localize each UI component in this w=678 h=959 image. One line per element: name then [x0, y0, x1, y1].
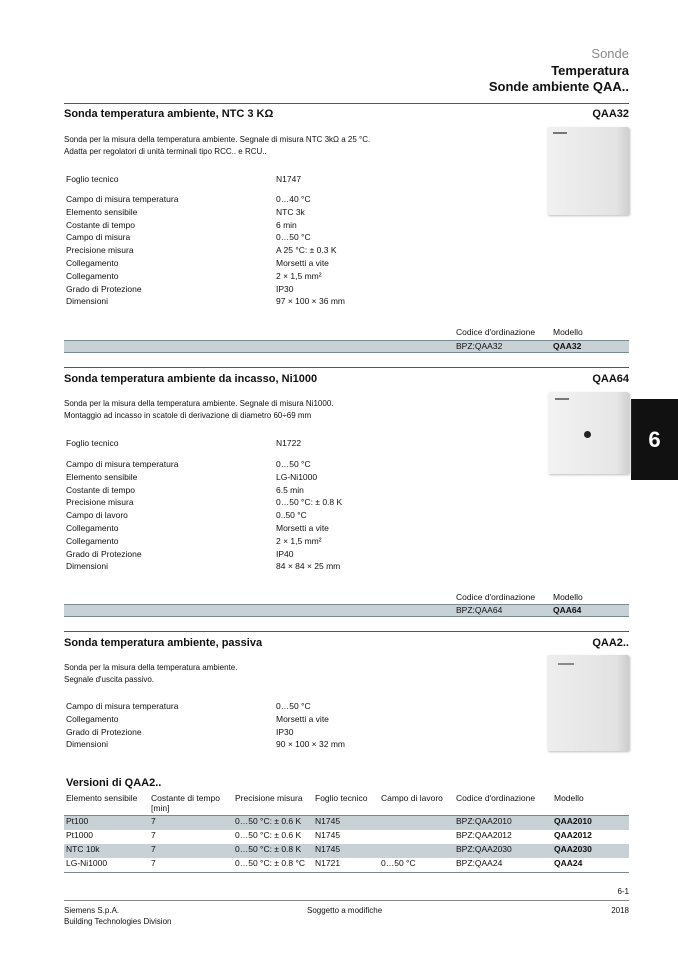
spec-list — [66, 700, 466, 760]
order-row — [64, 604, 629, 617]
spec-label: Elemento sensibile — [66, 471, 138, 482]
order-model: QAA32 — [553, 341, 582, 351]
column-header: Precisione misura — [235, 793, 303, 803]
page-number: 6-1 — [617, 887, 629, 896]
spec-label: Grado di Protezione — [66, 283, 142, 294]
header-category: Sonde — [591, 46, 629, 61]
spec-label: Costante di tempo — [66, 484, 135, 495]
section-description: Sonda per la misura della temperatura ambiente. Segnale di misura Ni1000. Montaggio ad incasso in scatole di derivazione di diametro 60÷69 mm — [64, 399, 334, 420]
spec-row — [66, 713, 466, 726]
table-cell: NTC 10k — [64, 844, 149, 858]
spec-label: Campo di misura temperatura — [66, 194, 179, 204]
spec-value: 2 × 1,5 mm² — [276, 270, 322, 281]
table-cell: QAA2010 — [552, 816, 629, 831]
logo-mark — [555, 398, 569, 400]
header-series: Sonde ambiente QAA.. — [488, 79, 629, 94]
column-header: Campo di lavoro — [381, 793, 443, 803]
footer-divider — [64, 900, 629, 901]
table-cell: 7 — [149, 844, 233, 858]
table-cell: QAA24 — [552, 858, 629, 873]
product-image-qaa64 — [548, 392, 629, 474]
spec-label: Dimensioni — [66, 561, 109, 572]
spec-value: 0…40 °C — [276, 194, 311, 204]
order-code-header: Codice d'ordinazione — [456, 592, 536, 602]
spec-row — [66, 484, 466, 497]
spec-value: Morsetti a vite — [276, 713, 329, 724]
product-image-qaa2 — [547, 655, 629, 751]
spec-value: 0…50 °C — [276, 701, 311, 711]
spec-value: NTC 3k — [276, 206, 305, 217]
table-row — [64, 830, 629, 844]
table-cell: BPZ:QAA24 — [454, 858, 552, 873]
order-code: BPZ:QAA32 — [456, 341, 503, 351]
versions-table — [64, 793, 629, 873]
table-cell: 0…50 °C — [379, 858, 454, 873]
model-header: Modello — [553, 592, 583, 602]
spec-value: 6.5 min — [276, 484, 304, 495]
spec-row — [66, 283, 466, 296]
logo-mark — [558, 663, 574, 665]
spec-value: IP30 — [276, 283, 294, 294]
spec-value: Morsetti a vite — [276, 258, 329, 268]
spec-label: Collegamento — [66, 535, 119, 546]
table-cell — [379, 830, 454, 844]
spec-label: Dimensioni — [66, 739, 109, 750]
table-cell — [379, 816, 454, 831]
spec-label: Precisione misura — [66, 497, 134, 508]
table-cell: QAA2012 — [554, 830, 592, 840]
table-cell: 7 — [149, 858, 233, 873]
table-header-row — [64, 793, 629, 816]
table-cell: Pt100 — [64, 816, 149, 831]
table-row — [64, 816, 629, 831]
spec-value: 0..50 °C — [276, 510, 307, 521]
table-cell: 0…50 °C: ± 0.8 K — [233, 844, 313, 858]
spec-row — [66, 509, 466, 522]
spec-value: A 25 °C: ± 0.3 K — [276, 245, 337, 256]
column-header: Codice d'ordinazione — [456, 793, 536, 803]
table-cell: N1745 — [315, 830, 341, 840]
section-divider — [64, 367, 629, 368]
spec-value: 2 × 1,5 mm² — [276, 535, 322, 546]
spec-label: Collegamento — [66, 258, 119, 268]
spec-row — [66, 700, 466, 713]
spec-label: Campo di misura — [66, 232, 131, 243]
column-header: Elemento sensibile — [66, 793, 138, 803]
section-model: QAA32 — [592, 108, 629, 120]
section-model: QAA2.. — [592, 637, 629, 649]
spec-row — [66, 219, 466, 232]
spec-row — [66, 193, 466, 206]
spec-value: 0…50 °C: ± 0.8 K — [276, 497, 343, 508]
footer-year: 2018 — [611, 906, 629, 915]
spec-label: Collegamento — [66, 523, 119, 533]
spec-row — [66, 231, 466, 244]
table-cell: N1745 — [313, 844, 379, 858]
spec-list — [66, 458, 466, 578]
table-cell: 7 — [149, 816, 233, 831]
spec-label: Elemento sensibile — [66, 206, 138, 217]
spec-label: Campo di misura temperatura — [66, 701, 179, 711]
section-tab[interactable]: 6 — [631, 399, 678, 480]
table-row — [64, 844, 629, 858]
spec-label: Grado di Protezione — [66, 548, 142, 559]
section-divider — [64, 103, 629, 104]
spec-row — [66, 206, 466, 219]
order-model: QAA64 — [553, 605, 582, 615]
sensor-hole-icon — [584, 431, 591, 438]
spec-list — [66, 193, 466, 313]
spec-row — [66, 295, 466, 308]
spec-row — [66, 244, 466, 257]
spec-row — [66, 726, 466, 739]
spec-value: IP30 — [276, 726, 294, 737]
column-header: Modello — [554, 793, 584, 803]
spec-row — [66, 548, 466, 561]
spec-label: Campo di misura temperatura — [66, 459, 179, 469]
table-cell — [379, 844, 454, 858]
spec-row — [66, 560, 466, 573]
table-cell: BPZ:QAA2030 — [454, 844, 552, 858]
spec-row — [66, 471, 466, 484]
spec-label: Collegamento — [66, 713, 119, 724]
logo-mark — [553, 132, 567, 134]
spec-value: 90 × 100 × 32 mm — [276, 739, 345, 750]
section-title: Sonda temperatura ambiente, passiva — [64, 637, 263, 649]
versions-title: Versioni di QAA2.. — [66, 777, 162, 789]
footer-company: Siemens S.p.A. Building Technologies Division — [64, 906, 172, 926]
spec-value: 0…50 °C — [276, 459, 311, 469]
spec-value: LG-Ni1000 — [276, 471, 318, 482]
datasheet-row: Foglio tecnico N1747 — [66, 174, 302, 184]
spec-value: 84 × 84 × 25 mm — [276, 561, 341, 572]
spec-value: Morsetti a vite — [276, 523, 329, 533]
spec-row — [66, 535, 466, 548]
spec-label: Costante di tempo — [66, 219, 135, 230]
spec-label: Grado di Protezione — [66, 726, 142, 737]
table-cell: QAA2030 — [552, 844, 629, 858]
table-cell: 7 — [151, 830, 156, 840]
table-cell: N1745 — [313, 816, 379, 831]
spec-label: Precisione misura — [66, 245, 134, 256]
order-code: BPZ:QAA64 — [456, 605, 503, 615]
spec-value: 0…50 °C — [276, 232, 311, 243]
spec-label: Campo di lavoro — [66, 510, 128, 521]
section-title: Sonda temperatura ambiente da incasso, Ni1000 — [64, 373, 318, 385]
section-description: Sonda per la misura della temperatura ambiente. Segnale d'uscita passivo. — [64, 663, 238, 684]
spec-row — [66, 738, 466, 751]
spec-row — [66, 522, 466, 535]
spec-row — [66, 270, 466, 283]
order-row — [64, 340, 629, 353]
spec-value: 97 × 100 × 36 mm — [276, 296, 345, 307]
table-cell: Pt1000 — [66, 830, 93, 840]
order-code-header: Codice d'ordinazione — [456, 327, 536, 337]
section-title: Sonda temperatura ambiente, NTC 3 KΩ — [64, 108, 274, 120]
spec-label: Collegamento — [66, 270, 119, 281]
spec-row — [66, 496, 466, 509]
table-cell: 0…50 °C: ± 0.6 K — [233, 816, 313, 831]
header-subcategory: Temperatura — [551, 63, 629, 78]
spec-value: IP40 — [276, 548, 294, 559]
section-divider — [64, 631, 629, 632]
section-description: Sonda per la misura della temperatura ambiente. Segnale di misura NTC 3kΩ a 25 °C. Adatta per regolatori di unità terminali tipo RCC.. e RCU.. — [64, 135, 371, 156]
footer-notice: Soggetto a modifiche — [307, 906, 383, 915]
table-cell: 0…50 °C: ± 0.8 °C — [233, 858, 313, 873]
spec-value: 6 min — [276, 219, 297, 230]
table-cell: N1721 — [313, 858, 379, 873]
column-header: Costante di tempo [min] — [151, 793, 220, 813]
datasheet-row: Foglio tecnico N1722 — [66, 438, 302, 448]
spec-row — [66, 257, 466, 270]
model-header: Modello — [553, 327, 583, 337]
spec-label: Dimensioni — [66, 296, 109, 307]
section-model: QAA64 — [592, 373, 629, 385]
table-cell: BPZ:QAA2010 — [454, 816, 552, 831]
table-row — [64, 858, 629, 873]
product-image-qaa32 — [547, 127, 629, 215]
table-cell: BPZ:QAA2012 — [456, 830, 512, 840]
table-cell: LG-Ni1000 — [64, 858, 149, 873]
spec-row — [66, 458, 466, 471]
column-header: Foglio tecnico — [315, 793, 368, 803]
table-cell: 0…50 °C: ± 0.6 K — [235, 830, 302, 840]
